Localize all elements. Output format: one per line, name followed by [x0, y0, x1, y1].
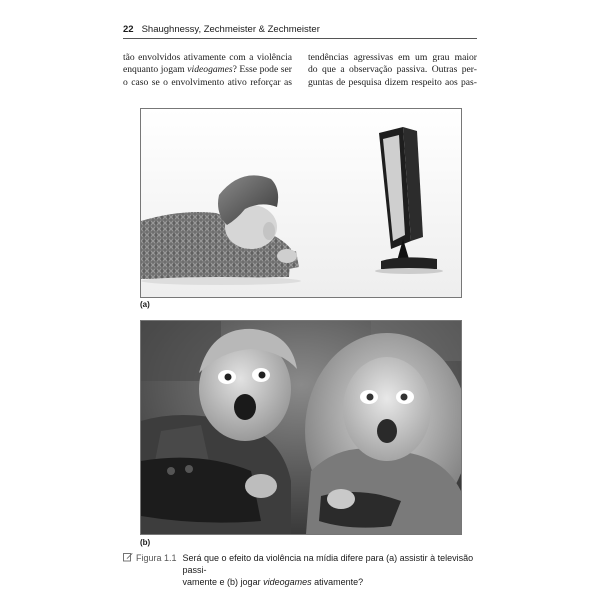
- page-number: 22: [123, 24, 134, 35]
- text-line: guntas de pesquisa dizem respeito aos pas-: [308, 76, 477, 88]
- figure-caption-text: [183, 552, 477, 588]
- body-column-right: [308, 52, 477, 89]
- text-line: enquanto jogam videogames? Esse pode ser: [123, 64, 292, 76]
- body-column-left: [123, 52, 292, 89]
- running-header-authors: Shaughnessy, Zechmeister & Zechmeister: [141, 24, 320, 35]
- girl-playing-figure: [305, 333, 461, 534]
- body-text: [123, 52, 477, 89]
- figure-panel-b-photo: [140, 320, 462, 535]
- figure-panel-a-photo: [140, 108, 462, 298]
- figure-number: Figura 1.1: [136, 553, 177, 563]
- text-line: do que a observação passiva. Outras per-: [308, 64, 477, 76]
- pencil-note-icon: [123, 552, 133, 562]
- running-header: [123, 24, 477, 39]
- caption-line: Será que o efeito da violência na mídia difere para (a) assistir à televisão passi-: [182, 553, 474, 575]
- emphasis-videogames: videogames: [187, 64, 233, 76]
- text-line: tendências agressivas em um grau maior: [308, 52, 477, 63]
- text-line: o caso se o envolvimento ativo reforçar as: [123, 76, 292, 88]
- figure-panel-a-label: (a): [140, 300, 150, 309]
- text-line: tão envolvidos ativamente com a violência: [123, 52, 292, 63]
- figure-panel-b-label: (b): [140, 538, 151, 547]
- figure-caption-head: [123, 552, 177, 588]
- emphasis-videogames: videogames: [263, 577, 312, 587]
- figure-caption: [123, 552, 477, 588]
- caption-line: vamente e (b) jogar videogames ativamente?: [182, 577, 364, 587]
